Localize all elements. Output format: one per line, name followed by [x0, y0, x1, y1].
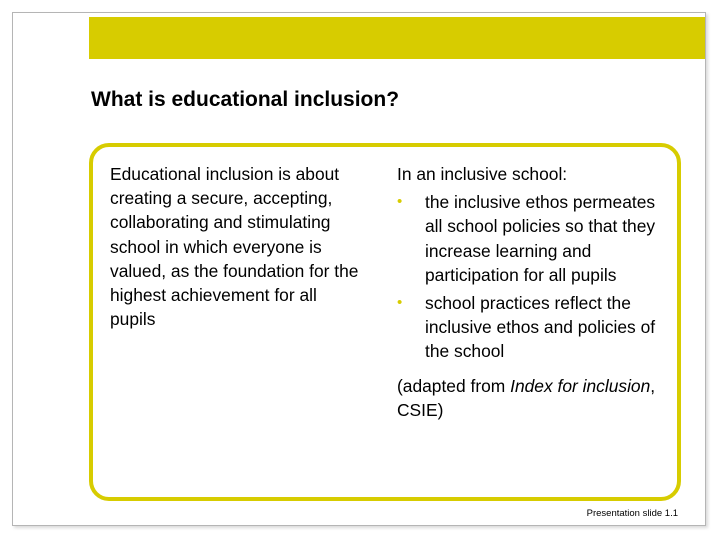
- panel-heading: In an inclusive school:: [397, 164, 568, 184]
- source-title: Index for inclusion: [510, 375, 651, 396]
- source-prefix: (adapted from: [397, 375, 511, 396]
- slide-title: What is educational inclusion?: [91, 88, 400, 111]
- bullet-icon: •: [397, 193, 403, 211]
- source-suffix: , CSIE): [397, 375, 656, 420]
- list-item: [397, 190, 659, 287]
- bullet-icon: •: [397, 294, 403, 312]
- bullet-text: the inclusive ethos permeates all school policies so that they increase learning and participation for all pupils: [425, 192, 656, 285]
- bullet-list: [397, 190, 659, 363]
- slide-number-footer: Presentation slide 1.1: [586, 508, 678, 519]
- source-note: [397, 374, 659, 422]
- definition-text: Educational inclusion is about creating a secure, accepting, collaborating and stimulating school in which everyone is valued, as the foundation for the highest achievement for all pupils: [110, 164, 359, 330]
- bullet-text: school practices reflect the inclusive ethos and policies of the school: [425, 293, 656, 362]
- inclusive-school-panel: [397, 162, 659, 422]
- accent-header-bar: [89, 17, 705, 59]
- list-item: [397, 291, 659, 364]
